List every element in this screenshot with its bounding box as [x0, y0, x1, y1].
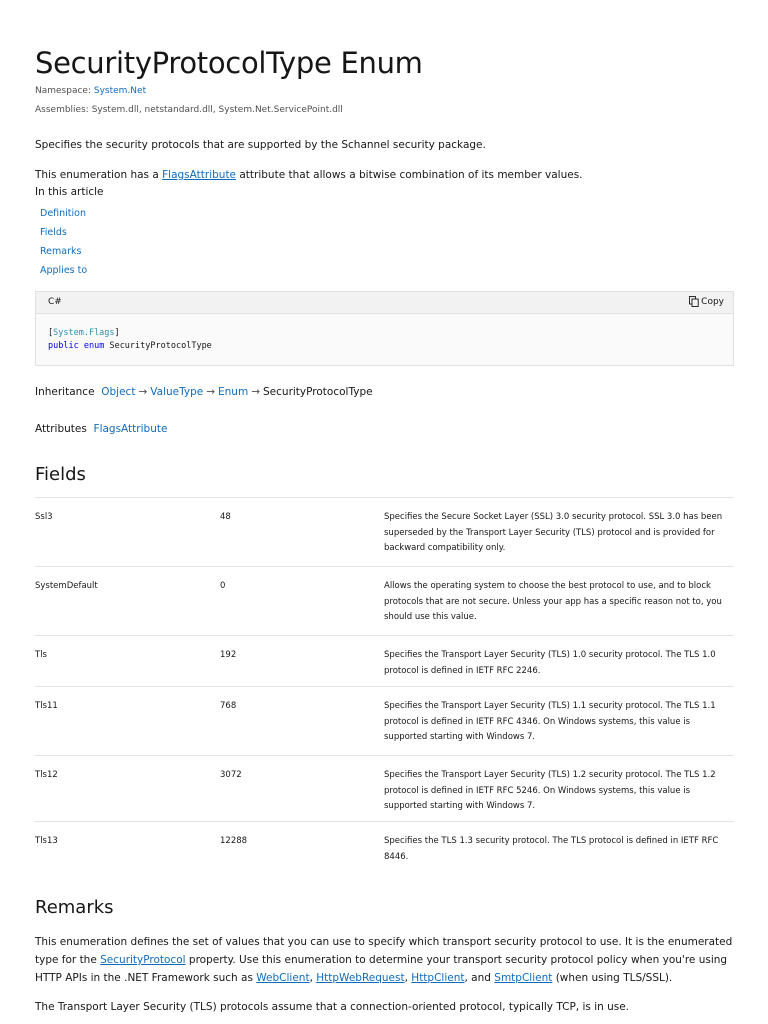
- remarks-paragraph-2: The Transport Layer Security (TLS) protocols assume that a connection-oriented protocol, typically TCP, is in use.: [35, 1001, 630, 1013]
- toc-label: In this article: [35, 186, 104, 198]
- smtpclient-link[interactable]: SmtpClient: [494, 972, 553, 984]
- remarks-text: ,: [309, 972, 317, 984]
- remarks-heading: Remarks: [35, 897, 114, 918]
- field-value: 3072: [220, 770, 242, 780]
- remarks-text: This enumeration defines the set of values that you can use to specify which transport security protocol to use. It is the enumerated type for the: [35, 936, 733, 966]
- summary-text: Specifies the security protocols that are supported by the Schannel security package.: [35, 139, 486, 151]
- field-value: 768: [220, 701, 237, 711]
- toc-item-applies-to[interactable]: Applies to: [40, 265, 88, 276]
- flags-note: [35, 169, 583, 181]
- remarks-text: ,: [404, 972, 412, 984]
- assemblies-label: Assemblies:: [35, 105, 89, 115]
- code-enum-name: SecurityProtocolType: [109, 341, 212, 351]
- inheritance-current: SecurityProtocolType: [263, 386, 373, 398]
- arrow-icon: →: [206, 386, 216, 398]
- inheritance-label: Inheritance: [35, 386, 95, 398]
- field-name: Tls: [35, 650, 47, 660]
- code-keyword-public: public: [48, 341, 79, 351]
- field-description: Allows the operating system to choose the best protocol to use, and to block protocols that are not secure. Unless your app has a specific reason not to, you should use this value.: [384, 581, 722, 622]
- field-description: Specifies the TLS 1.3 security protocol. The TLS protocol is defined in IETF RFC 8446.: [384, 836, 719, 862]
- inheritance-object-link[interactable]: Object: [101, 386, 136, 398]
- field-description: Specifies the Transport Layer Security (TLS) 1.2 security protocol. The TLS 1.2 protocol is defined in IETF RFC 5246. On Windows systems, this value is supported starting with Windows 7.: [384, 770, 716, 811]
- namespace-label: Namespace:: [35, 86, 91, 96]
- code-header: [36, 292, 733, 314]
- flags-note-after: attribute that allows a bitwise combination of its member values.: [236, 169, 583, 181]
- arrow-icon: →: [251, 386, 261, 398]
- table-row: [35, 686, 734, 755]
- copy-label: Copy: [701, 296, 724, 307]
- attributes-line: [35, 423, 167, 435]
- field-name: Tls12: [35, 770, 58, 780]
- attributes-label: Attributes: [35, 423, 87, 435]
- copy-icon: [689, 296, 699, 307]
- field-value: 48: [220, 512, 231, 522]
- code-bracket-close: ]: [114, 328, 120, 338]
- httpwebrequest-link[interactable]: HttpWebRequest: [316, 972, 405, 984]
- flags-attribute-link[interactable]: FlagsAttribute: [162, 169, 237, 181]
- copy-button[interactable]: [689, 296, 724, 307]
- remarks-text: , and: [464, 972, 495, 984]
- table-row: [35, 821, 734, 881]
- namespace-line: [35, 86, 146, 96]
- table-row: [35, 497, 734, 566]
- webclient-link[interactable]: WebClient: [256, 972, 310, 984]
- field-description: Specifies the Transport Layer Security (TLS) 1.1 security protocol. The TLS 1.1 protocol is defined in IETF RFC 4346. On Windows systems, this value is supported starting with Windows 7.: [384, 701, 716, 742]
- namespace-link[interactable]: System.Net: [93, 86, 147, 96]
- code-block: [35, 291, 734, 366]
- toc-item-fields[interactable]: Fields: [40, 227, 67, 238]
- fields-heading: Fields: [35, 464, 86, 485]
- inheritance-enum-link[interactable]: Enum: [218, 386, 249, 398]
- page-title: SecurityProtocolType Enum: [35, 46, 423, 80]
- field-name: Tls13: [35, 836, 58, 846]
- field-value: 12288: [220, 836, 248, 846]
- code-attribute-type[interactable]: System.Flags: [53, 328, 115, 338]
- remarks-text: (when using TLS/SSL).: [552, 972, 673, 984]
- table-row: [35, 755, 734, 821]
- security-protocol-link[interactable]: SecurityProtocol: [100, 954, 186, 966]
- assemblies-line: [35, 105, 343, 115]
- field-value: 192: [220, 650, 237, 660]
- httpclient-link[interactable]: HttpClient: [411, 972, 465, 984]
- field-name: SystemDefault: [35, 581, 98, 591]
- table-row: [35, 635, 734, 686]
- field-name: Ssl3: [35, 512, 53, 522]
- field-name: Tls11: [35, 701, 58, 711]
- code-text: [48, 327, 212, 353]
- remarks-text: property. Use this enumeration to determine your transport security protocol policy when you're using HTTP APIs in the .NET Framework such as: [35, 954, 728, 984]
- table-row: [35, 566, 734, 635]
- inheritance-line: [35, 386, 373, 398]
- field-value: 0: [220, 581, 226, 591]
- assemblies-value: System.dll, netstandard.dll, System.Net.ServicePoint.dll: [91, 105, 343, 115]
- code-language-label: C#: [48, 297, 62, 307]
- toc-item-remarks[interactable]: Remarks: [40, 246, 82, 257]
- code-keyword-enum: enum: [83, 341, 105, 351]
- attributes-flags-link[interactable]: FlagsAttribute: [93, 423, 168, 435]
- arrow-icon: →: [138, 386, 148, 398]
- flags-note-before: This enumeration has a: [35, 169, 163, 181]
- field-description: Specifies the Secure Socket Layer (SSL) 3.0 security protocol. SSL 3.0 has been superseded by the Transport Layer Security (TLS) protocol and is provided for backward compatibility only.: [384, 512, 723, 553]
- inheritance-valuetype-link[interactable]: ValueType: [150, 386, 204, 398]
- code-bracket-open: [: [48, 328, 54, 338]
- toc-item-definition[interactable]: Definition: [40, 208, 87, 219]
- field-description: Specifies the Transport Layer Security (TLS) 1.0 security protocol. The TLS 1.0 protocol is defined in IETF RFC 2246.: [384, 650, 716, 676]
- remarks-paragraph-1: [35, 933, 735, 987]
